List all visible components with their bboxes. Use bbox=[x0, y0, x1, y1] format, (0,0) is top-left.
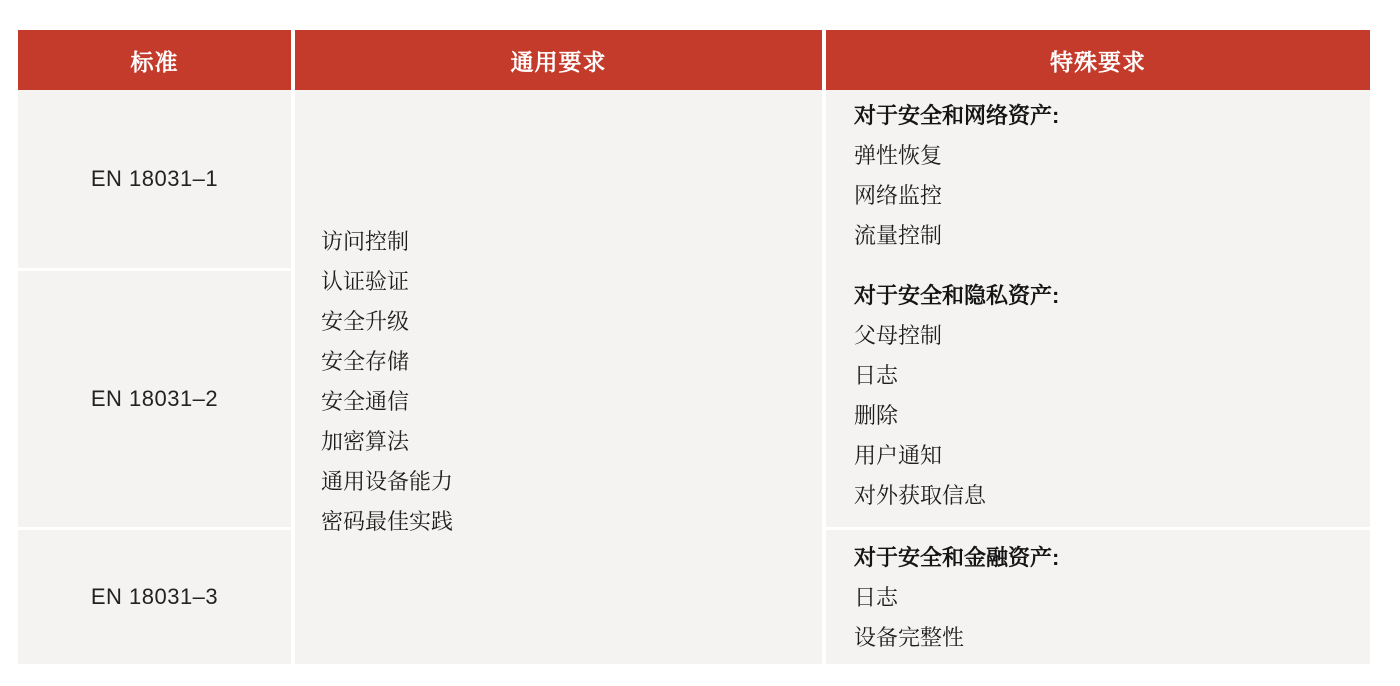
special-requirement-item: 流量控制 bbox=[854, 223, 943, 248]
special-requirements-financial-section bbox=[854, 538, 1360, 658]
general-requirements-cell bbox=[295, 90, 822, 664]
standard-cell-en18031-2: EN 18031–2 bbox=[18, 271, 291, 527]
asset-category-title-network: 对于安全和网络资产: bbox=[854, 103, 1060, 128]
general-requirement-item: 安全存储 bbox=[321, 349, 410, 374]
standard-cell-en18031-3: EN 18031–3 bbox=[18, 530, 291, 664]
special-requirement-item: 设备完整性 bbox=[854, 625, 965, 650]
special-requirement-item: 网络监控 bbox=[854, 183, 943, 208]
standard-cell-en18031-1: EN 18031–1 bbox=[18, 90, 291, 268]
column-header-standard: 标准 bbox=[18, 30, 291, 90]
special-requirement-item: 用户通知 bbox=[854, 443, 943, 468]
special-requirements-privacy-section bbox=[854, 276, 1360, 516]
general-requirement-item: 安全升级 bbox=[321, 309, 410, 334]
asset-category-title-privacy: 对于安全和隐私资产: bbox=[854, 283, 1060, 308]
special-requirement-item: 删除 bbox=[854, 403, 899, 428]
general-requirement-item: 访问控制 bbox=[321, 229, 410, 254]
general-requirement-item: 认证验证 bbox=[321, 269, 410, 294]
column-header-special-requirements: 特殊要求 bbox=[826, 30, 1370, 90]
column-header-general-requirements: 通用要求 bbox=[295, 30, 822, 90]
general-requirement-item: 密码最佳实践 bbox=[321, 509, 454, 534]
general-requirement-item: 加密算法 bbox=[321, 429, 410, 454]
special-requirements-network-section bbox=[854, 96, 1360, 256]
general-requirement-item: 通用设备能力 bbox=[321, 469, 454, 494]
requirements-table bbox=[18, 30, 1370, 664]
special-requirement-item: 日志 bbox=[854, 363, 899, 388]
special-requirement-item: 弹性恢复 bbox=[854, 143, 943, 168]
special-requirement-item: 对外获取信息 bbox=[854, 483, 987, 508]
special-requirements-cell-financial bbox=[826, 530, 1370, 664]
special-requirement-item: 父母控制 bbox=[854, 323, 943, 348]
special-requirements-cell-network-privacy bbox=[826, 90, 1370, 527]
general-requirement-item: 安全通信 bbox=[321, 389, 410, 414]
special-requirement-item: 日志 bbox=[854, 585, 899, 610]
asset-category-title-financial: 对于安全和金融资产: bbox=[854, 545, 1060, 570]
